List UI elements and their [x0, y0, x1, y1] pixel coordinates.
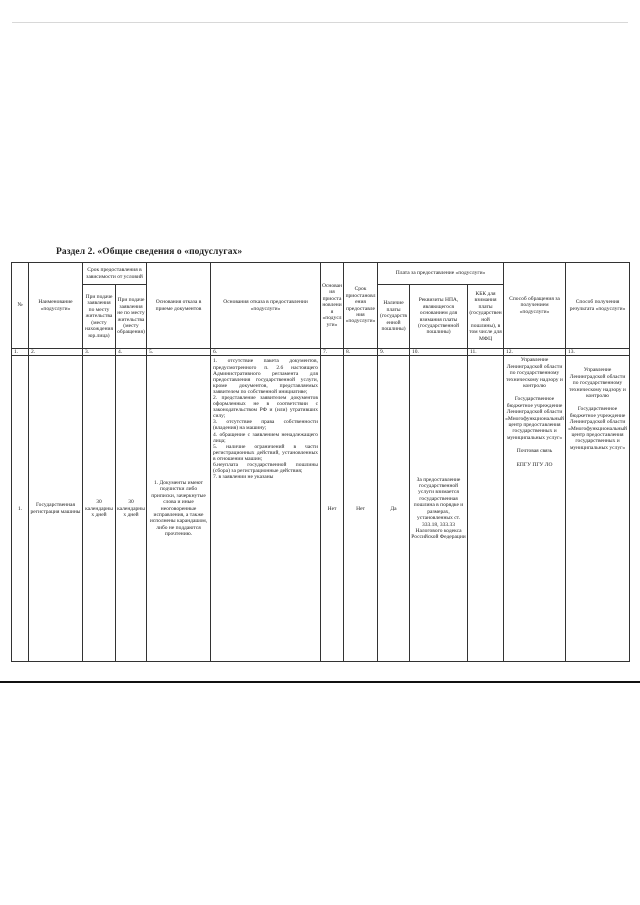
col-number: 3.	[83, 349, 116, 356]
services-table	[11, 262, 630, 662]
refusal-ground: 1. отсутствие пакета документов, предусмотренного п. 2.6 настоящего Административного регламента для предоставления государственной услуги, кроме документов, представляемых заявителем по собственной инициативе;	[213, 358, 319, 395]
col-number: 12.	[504, 349, 566, 356]
row-suspension-term: Нет	[344, 356, 378, 662]
header-refusal-service: Основания отказа в предоставлении «подуслуги»	[211, 263, 321, 349]
col-number: 10.	[410, 349, 468, 356]
col-number: 7.	[321, 349, 344, 356]
result-method-item: Государственное бюджетное учреждение Ленинградской области «Многофункциональный центр предоставления государственных и муниципальных услуг»	[568, 406, 627, 451]
header-term-residence: При подаче заявления по месту жительства (месту нахождения юр.лица)	[83, 285, 116, 349]
refusal-ground: 3. отсутствие права собственности (владения) на машину;	[213, 419, 319, 432]
result-method-item: Управление Ленинградской области по государственному техническому надзору и контролю	[569, 367, 626, 400]
header-apply-method: Способ обращения за получением «подуслуги»	[504, 263, 566, 349]
header-result-method: Способ получения результата «подуслуги»	[566, 263, 630, 349]
col-number: 6.	[211, 349, 321, 356]
header-fee-present: Наличие платы (государственной пошлины)	[378, 285, 410, 349]
header-name: Наименование «подуслуги»	[29, 263, 83, 349]
header-num: №	[12, 263, 29, 349]
col-number: 1.	[12, 349, 29, 356]
header-refusal-docs: Основания отказа в приеме документов	[147, 263, 211, 349]
refusal-ground: 4. обращение с заявлением ненадлежащего лица;	[213, 431, 319, 444]
row-fee-npa: За предоставление государственной услуги взимается государственная пошлина в порядке и размерах, установленных ст. 333.18, 333.33 Налогового кодекса Российской Федерации	[410, 356, 468, 662]
apply-method-item: ЕПГУ ПГУ ЛО	[516, 461, 553, 468]
header-suspension: Основания приостановления «подуслуги»	[321, 263, 344, 349]
col-number: 11.	[468, 349, 504, 356]
apply-method-item: Управление Ленинградской области по государственному техническому надзору и контролю	[506, 357, 563, 390]
row-fee-kbk	[468, 356, 504, 662]
header-suspension-term: Срок приостановления предоставления «подуслуги»	[344, 263, 378, 349]
row-refusal-service	[211, 356, 321, 662]
header-fee-kbk: КБК для взимания платы (государственной пошлины), в том числе для МФЦ	[468, 285, 504, 349]
col-number: 9.	[378, 349, 410, 356]
top-scan-line	[12, 22, 628, 23]
refusal-ground: 6.неуплата государственной пошлины (сбора) за регистрационные действия;	[213, 462, 319, 475]
row-apply-method	[504, 356, 566, 662]
refusal-ground: 5. наличие ограничений в части регистрационных действий, установленных в отношении машин;	[213, 443, 319, 462]
row-name: Государственная регистрация машины	[29, 356, 83, 662]
col-number: 2.	[29, 349, 83, 356]
col-number: 8.	[344, 349, 378, 356]
row-num: 1.	[12, 356, 29, 662]
table-row	[12, 356, 630, 662]
col-number: 13.	[566, 349, 630, 356]
header-term-group: Срок предоставления в зависимости от условий	[83, 263, 147, 285]
row-suspension: Нет	[321, 356, 344, 662]
row-result-method	[566, 356, 630, 662]
header-fee-group: Плата за предоставление «подуслуги»	[378, 263, 504, 285]
page-bottom-rule	[0, 681, 640, 683]
row-fee-present: Да	[378, 356, 410, 662]
refusal-ground: 7. в заявлении не указаны	[213, 474, 274, 481]
apply-method-item: Почтовая связь	[516, 448, 553, 455]
section-title: Раздел 2. «Общие сведения о «подуслугах»	[56, 247, 243, 257]
refusal-ground: 2. представление заявителем документов оформленных не в соответствии с законодательством РФ и (или) утративших силу;	[213, 394, 319, 420]
header-term-nonresidence: При подаче заявления не по месту жительства (месту обращения)	[116, 285, 147, 349]
row-refusal-docs: 1. Документы имеют подчистки либо приписки, зачеркнутые слова и иные неоговоренные исправления, а также исполнены карандашом, либо не поддаются прочтению.	[147, 356, 211, 662]
col-number: 4.	[116, 349, 147, 356]
header-fee-npa: Реквизиты НПА, являющегося основанием для взимания платы (государственной пошлины)	[410, 285, 468, 349]
col-number: 5.	[147, 349, 211, 356]
row-term-residence: 30 календарных дней	[83, 356, 116, 662]
row-term-nonresidence: 30 календарных дней	[116, 356, 147, 662]
apply-method-item: Государственное бюджетное учреждение Ленинградской области «Многофункциональный центр предоставления государственных и муниципальных услуг»	[505, 396, 564, 441]
